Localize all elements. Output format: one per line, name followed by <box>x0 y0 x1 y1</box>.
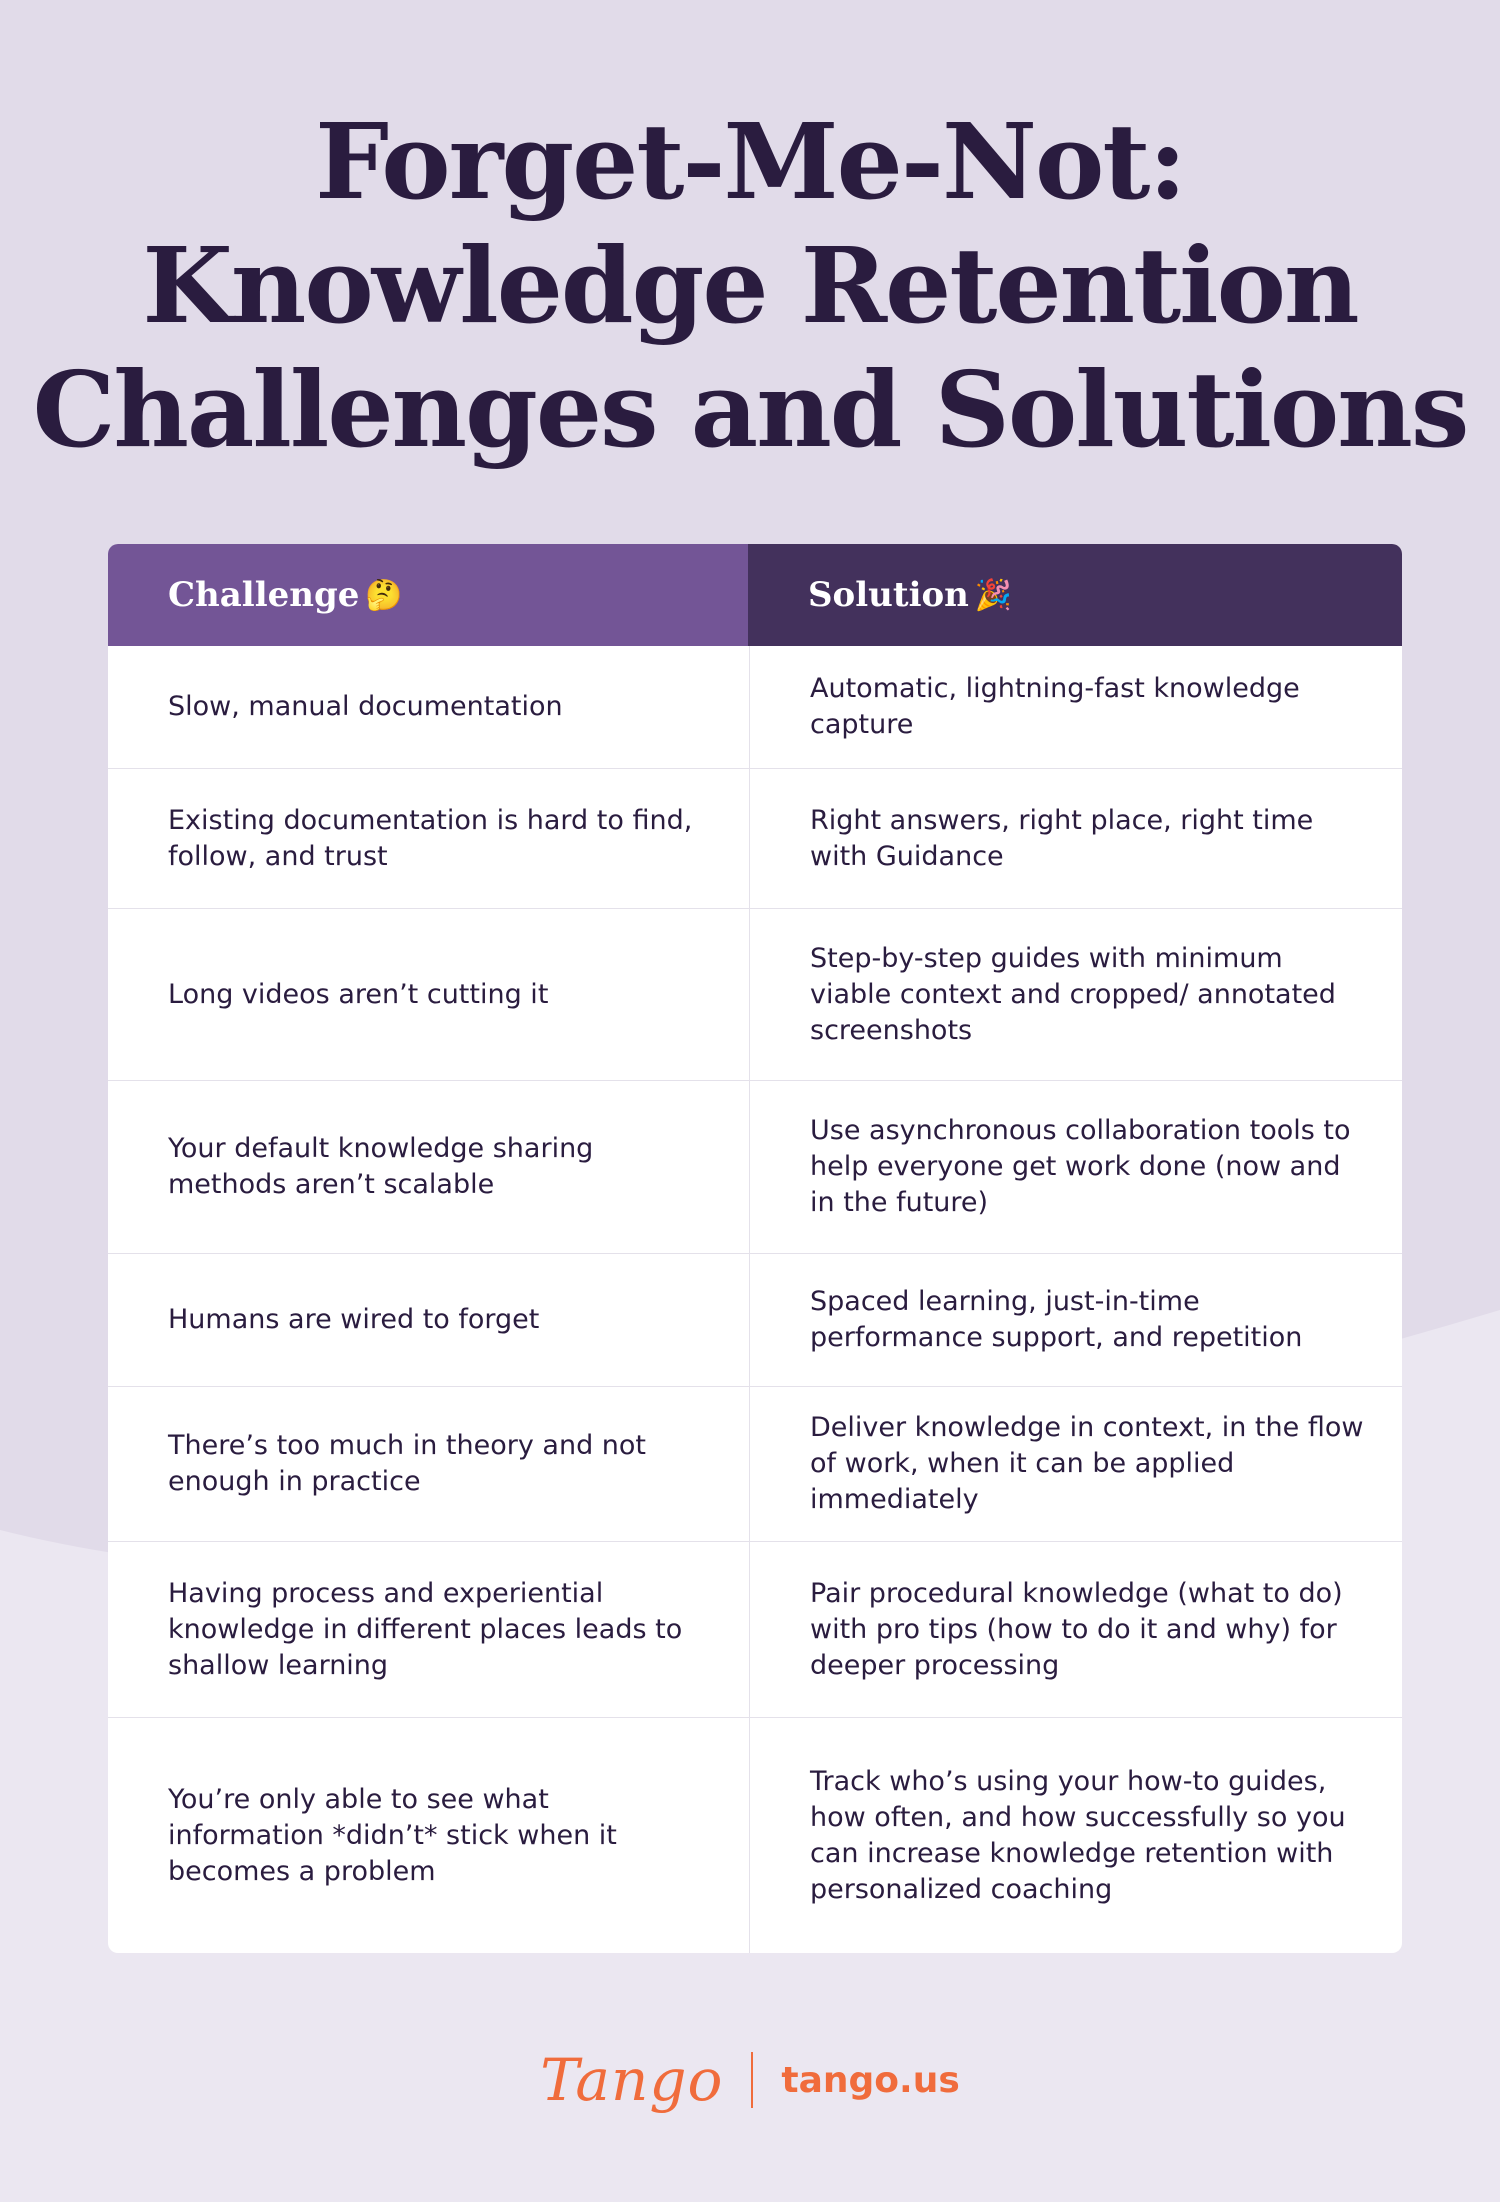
solution-header-label: Solution <box>808 575 969 615</box>
challenge-cell: Humans are wired to forget <box>108 1254 750 1386</box>
challenge-header-label: Challenge <box>168 575 360 615</box>
party-popper-icon: 🎉 <box>974 577 1013 613</box>
challenges-solutions-table <box>108 544 1402 1953</box>
footer <box>0 2035 1500 2125</box>
table-row <box>108 1080 1402 1253</box>
table-row <box>108 908 1402 1080</box>
page-title <box>0 100 1500 472</box>
solution-cell: Right answers, right place, right time with Guidance <box>810 804 1314 872</box>
website-link[interactable]: tango.us <box>781 2059 960 2101</box>
tango-logo: Tango <box>540 2046 724 2114</box>
title-line-1: Forget-Me-Not: <box>315 100 1185 223</box>
solution-cell: Automatic, lightning-fast knowledge capture <box>810 673 1300 740</box>
table-row <box>108 646 1402 768</box>
challenge-cell: There’s too much in theory and not enough in practice <box>108 1387 750 1541</box>
challenge-cell: Having process and experiential knowledge in different places leads to shallow learning <box>108 1542 750 1717</box>
solution-cell: Spaced learning, just-in-time performance support, and repetition <box>810 1286 1303 1353</box>
solution-cell: Step-by-step guides with minimum viable context and cropped/ annotated screenshots <box>810 942 1336 1046</box>
table-body <box>108 646 1402 1953</box>
solution-cell: Deliver knowledge in context, in the flow of work, when it can be applied immediately <box>810 1412 1364 1515</box>
solution-cell: Use asynchronous collaboration tools to help everyone get work done (now and in the future) <box>810 1115 1351 1218</box>
table-row <box>108 1541 1402 1717</box>
challenge-cell: Your default knowledge sharing methods aren’t scalable <box>108 1081 750 1253</box>
table-row <box>108 1253 1402 1386</box>
solution-column-header <box>748 544 1402 646</box>
solution-cell: Pair procedural knowledge (what to do) with pro tips (how to do it and why) for deeper processing <box>810 1577 1343 1681</box>
solution-cell: Track who’s using your how-to guides, how often, and how successfully so you can increase knowledge retention with personalized coaching <box>810 1765 1346 1905</box>
table-row <box>108 1717 1402 1953</box>
thinking-face-icon: 🤔 <box>365 577 403 613</box>
challenge-column-header <box>108 544 748 646</box>
challenge-cell: Long videos aren’t cutting it <box>108 909 750 1080</box>
challenge-cell: You’re only able to see what information *didn’t* stick when it becomes a problem <box>108 1718 750 1953</box>
table-header <box>108 544 1402 646</box>
table-row <box>108 1386 1402 1541</box>
footer-divider <box>751 2052 753 2108</box>
title-line-3: Challenges and Solutions <box>32 348 1468 471</box>
table-row <box>108 768 1402 908</box>
title-line-2: Knowledge Retention <box>142 224 1358 347</box>
challenge-cell: Existing documentation is hard to find, follow, and trust <box>108 769 750 908</box>
challenge-cell: Slow, manual documentation <box>108 646 750 768</box>
